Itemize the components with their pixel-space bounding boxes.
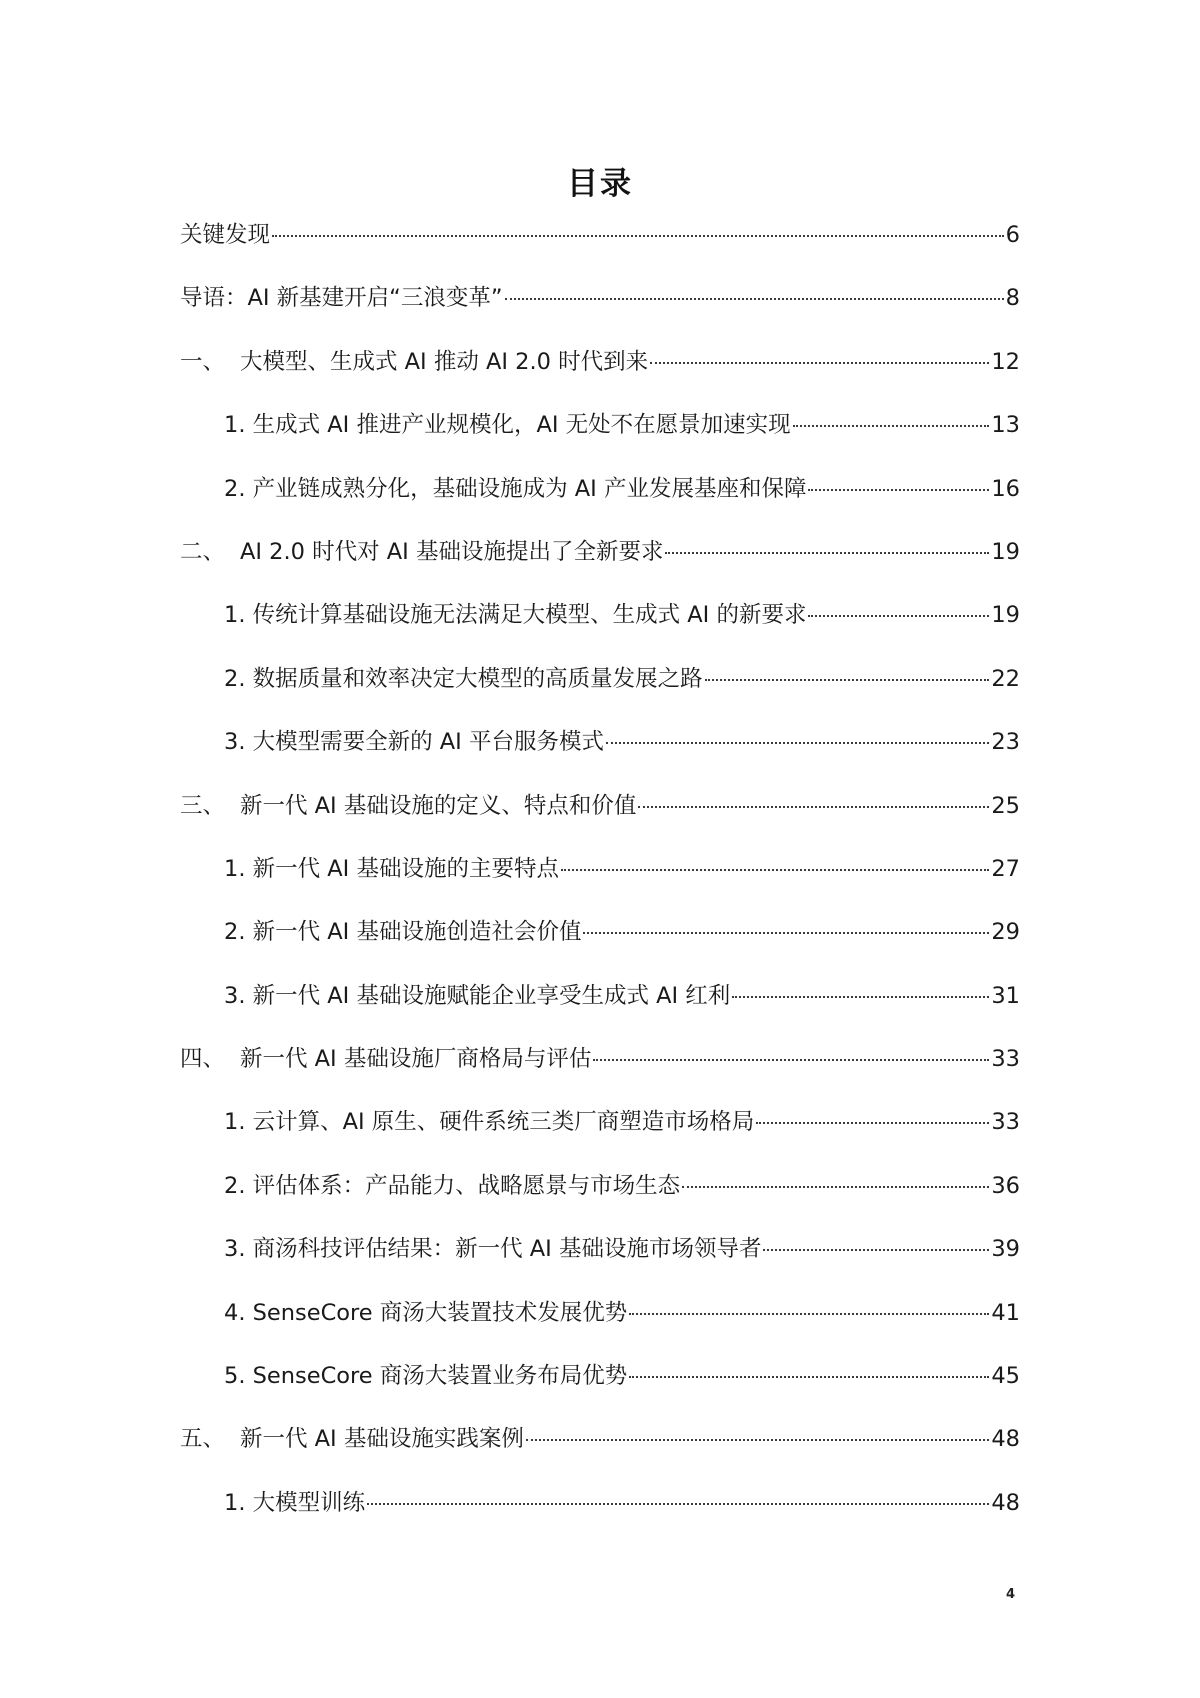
toc-entry-text [224, 474, 806, 504]
toc-dot-leader [732, 996, 989, 998]
toc-entry-text [180, 1424, 524, 1454]
toc-entry-chapter-number: 二、 [180, 538, 226, 565]
toc-entry[interactable] [180, 1298, 1020, 1361]
toc-entry-text [180, 220, 270, 250]
toc-entry-page: 6 [1005, 222, 1020, 248]
toc-entry-page: 8 [1005, 285, 1020, 312]
toc-dot-leader [650, 362, 989, 364]
toc-entry-text [224, 1234, 761, 1264]
toc-entry-title: 5. SenseCore 商汤大装置业务布局优势 [224, 1363, 628, 1390]
toc-entry[interactable] [180, 981, 1020, 1044]
toc-entry-text [224, 854, 559, 884]
toc-entry-text [224, 1361, 627, 1391]
toc-entry-page: 12 [991, 348, 1020, 375]
toc-entry-title: 新一代 AI 基础设施厂商格局与评估 [240, 1046, 592, 1073]
toc-dot-leader [808, 489, 989, 491]
toc-entry[interactable] [180, 1171, 1020, 1234]
toc-entry[interactable] [180, 1234, 1020, 1297]
toc-entry-page: 13 [991, 412, 1020, 439]
toc-entry-chapter-number: 四、 [180, 1046, 226, 1073]
toc-entry-title: 新一代 AI 基础设施的定义、特点和价值 [240, 792, 637, 819]
toc-entry-title: 3. 大模型需要全新的 AI 平台服务模式 [224, 729, 604, 756]
toc-entry-title: 1. 新一代 AI 基础设施的主要特点 [224, 855, 559, 882]
toc-entry[interactable] [180, 1488, 1020, 1551]
toc-entry-text [180, 1044, 591, 1074]
toc-entry[interactable] [180, 283, 1020, 346]
toc-entry-page: 48 [991, 1426, 1020, 1453]
toc-entry-title: 2. 产业链成熟分化，基础设施成为 AI 产业发展基座和保障 [224, 475, 807, 502]
toc-entry[interactable] [180, 917, 1020, 980]
toc-dot-leader [756, 1122, 989, 1124]
toc-dot-leader [561, 869, 989, 871]
toc-entry-chapter-number: 一、 [180, 348, 226, 375]
toc-entry-text [224, 1107, 754, 1137]
toc-entry-text [180, 791, 636, 821]
toc-title: 目录 [567, 166, 633, 202]
toc-entry-chapter-number: 五、 [180, 1426, 226, 1453]
toc-dot-leader [682, 1186, 989, 1188]
toc-entry-page: 29 [991, 919, 1020, 946]
toc-dot-leader [665, 552, 989, 554]
toc-dot-leader [606, 742, 989, 744]
toc-entry[interactable] [180, 854, 1020, 917]
toc-entry-page: 19 [991, 602, 1020, 629]
toc-entry-page: 31 [991, 982, 1020, 1009]
toc-entry-page: 25 [991, 792, 1020, 819]
toc-entry-text [224, 1488, 365, 1518]
toc-entry-title: 4. SenseCore 商汤大装置技术发展优势 [224, 1299, 628, 1326]
toc-dot-leader [638, 806, 989, 808]
toc-entry-page: 48 [991, 1489, 1020, 1516]
toc-entry-text [224, 410, 791, 440]
toc-entry[interactable] [180, 727, 1020, 790]
toc-entry-title: 2. 新一代 AI 基础设施创造社会价值 [224, 919, 582, 946]
toc-entry-page: 41 [991, 1299, 1020, 1326]
toc-entry-chapter-number: 三、 [180, 792, 226, 819]
toc-entry-title: 1. 传统计算基础设施无法满足大模型、生成式 AI 的新要求 [224, 602, 807, 629]
toc-entry-title: 1. 生成式 AI 推进产业规模化，AI 无处不在愿景加速实现 [224, 412, 791, 439]
toc-entry-text [224, 1298, 627, 1328]
toc-entry-page: 22 [991, 665, 1020, 692]
toc-dot-leader [793, 425, 990, 427]
toc-dot-leader [629, 1313, 989, 1315]
toc-entry-text [180, 537, 663, 567]
toc-dot-leader [705, 679, 990, 681]
toc-entry[interactable] [180, 1044, 1020, 1107]
toc-entry-page: 23 [991, 729, 1020, 756]
toc-entry-text [224, 664, 703, 694]
toc-entry-title: 大模型、生成式 AI 推动 AI 2.0 时代到来 [240, 348, 649, 375]
toc-entry-page: 36 [991, 1172, 1020, 1199]
toc-entry[interactable] [180, 410, 1020, 473]
toc-entry-text [224, 600, 806, 630]
toc-entry-title: 新一代 AI 基础设施实践案例 [240, 1426, 524, 1453]
toc-entry-page: 39 [991, 1236, 1020, 1263]
toc-entry-text [224, 981, 730, 1011]
toc-entry[interactable] [180, 600, 1020, 663]
toc-entry-text [224, 917, 581, 947]
toc-entry[interactable] [180, 791, 1020, 854]
toc-dot-leader [583, 932, 989, 934]
toc-entry-text [180, 283, 503, 313]
toc-dot-leader [367, 1503, 989, 1505]
toc-entry-page: 19 [991, 538, 1020, 565]
toc-entry-title: 3. 商汤科技评估结果：新一代 AI 基础设施市场领导者 [224, 1236, 762, 1263]
toc-dot-leader [526, 1439, 990, 1441]
toc-entry-page: 33 [991, 1109, 1020, 1136]
toc-entry[interactable] [180, 1107, 1020, 1170]
toc-entry[interactable] [180, 537, 1020, 600]
toc-entry[interactable] [180, 1424, 1020, 1487]
toc-list [180, 220, 1020, 1551]
toc-dot-leader [593, 1059, 989, 1061]
toc-entry-text [224, 1171, 680, 1201]
toc-entry[interactable] [180, 347, 1020, 410]
toc-dot-leader [808, 615, 989, 617]
toc-entry-page: 16 [991, 475, 1020, 502]
toc-entry-page: 45 [991, 1363, 1020, 1390]
toc-dot-leader [763, 1249, 989, 1251]
toc-dot-leader [272, 235, 1004, 237]
toc-entry-title: 2. 评估体系：产品能力、战略愿景与市场生态 [224, 1172, 681, 1199]
toc-entry-title: 2. 数据质量和效率决定大模型的高质量发展之路 [224, 665, 703, 692]
toc-entry[interactable] [180, 1361, 1020, 1424]
toc-entry-page: 27 [991, 855, 1020, 882]
toc-entry-title: 导语：AI 新基建开启“三浪变革” [180, 285, 503, 312]
toc-entry-title: 1. 云计算、AI 原生、硬件系统三类厂商塑造市场格局 [224, 1109, 755, 1136]
toc-entry[interactable] [180, 220, 1020, 283]
toc-entry-text [224, 727, 604, 757]
toc-entry-title: 1. 大模型训练 [224, 1489, 366, 1516]
toc-entry-title: 3. 新一代 AI 基础设施赋能企业享受生成式 AI 红利 [224, 982, 731, 1009]
toc-entry-title: 关键发现 [180, 222, 271, 248]
toc-dot-leader [629, 1376, 989, 1378]
toc-entry[interactable] [180, 474, 1020, 537]
toc-entry-text [180, 347, 648, 377]
toc-entry[interactable] [180, 664, 1020, 727]
toc-entry-page: 33 [991, 1046, 1020, 1073]
page-number: 4 [1006, 1587, 1016, 1602]
toc-entry-title: AI 2.0 时代对 AI 基础设施提出了全新要求 [240, 538, 664, 565]
toc-dot-leader [505, 298, 1004, 300]
